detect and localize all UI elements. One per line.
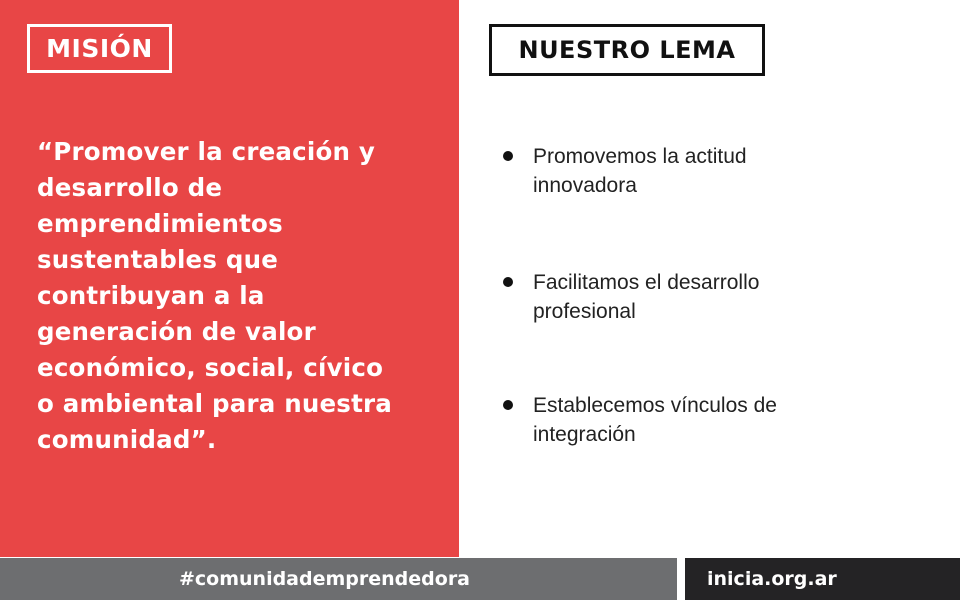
bullet-icon [503,400,513,410]
lema-item-line: profesional [533,300,636,323]
lema-list-item [503,391,943,449]
mision-line: desarrollo de [37,173,223,202]
mision-line: emprendimientos [37,209,283,238]
lema-title: NUESTRO LEMA [518,36,736,64]
lema-item-line: integración [533,423,636,446]
mision-title-box [27,24,172,73]
mision-line: sustentables que [37,245,279,274]
mision-line: “Promover la creación y [37,137,376,166]
lema-item-text [533,391,813,449]
mision-line: generación de valor [37,317,316,346]
footer-site-link[interactable]: inicia.org.ar [707,568,837,590]
mision-line: contribuyan a la [37,281,265,310]
footer-hashtag: #comunidademprendedora [178,568,471,590]
lema-item-text [533,142,813,200]
lema-item-line: Establecemos vínculos de [533,394,777,417]
mision-panel [0,0,459,557]
bullet-icon [503,151,513,161]
lema-item-line: innovadora [533,174,637,197]
lema-item-text [533,268,813,326]
footer-site-bar [685,558,960,600]
mision-line: económico, social, cívico [37,353,384,382]
mision-title: MISIÓN [46,34,153,63]
lema-item-line: Facilitamos el desarrollo [533,271,760,294]
bullet-icon [503,277,513,287]
mision-line: o ambiental para nuestra [37,389,393,418]
lema-item-line: Promovemos la actitud [533,145,747,168]
lema-list-item [503,268,943,326]
lema-list-item [503,142,943,200]
mision-statement [37,134,437,458]
lema-title-box [489,24,765,76]
mision-line: comunidad”. [37,425,217,454]
footer-hashtag-bar [0,558,677,600]
